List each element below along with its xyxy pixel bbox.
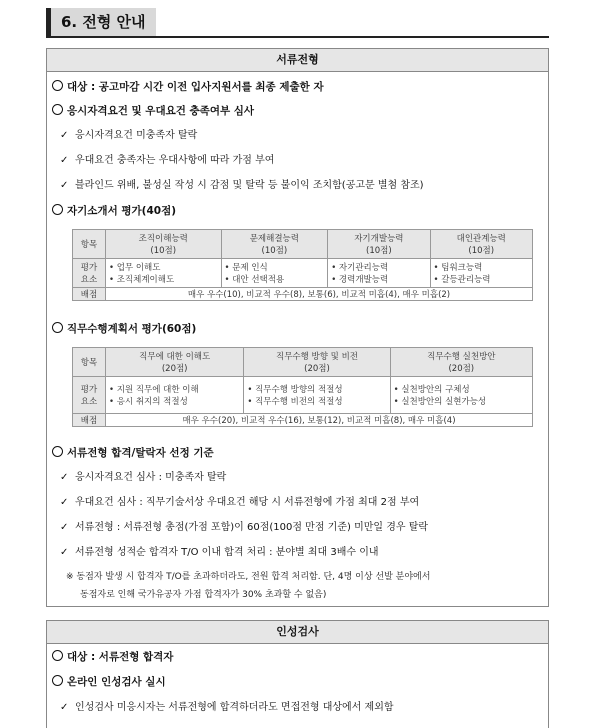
table-col-header: 직무수행 방향 및 비전 (20점) xyxy=(244,348,390,377)
plan-title: 직무수행계획서 평가(60점) xyxy=(52,321,196,336)
check-icon: ✓ xyxy=(60,522,69,533)
table-score-label: 배점 xyxy=(73,288,106,301)
table-cell: • 실천방안의 구체성 • 실천방안의 실현가능성 xyxy=(390,377,532,414)
table-score-label: 배점 xyxy=(73,414,106,427)
table-col-header: 문제해결능력 (10점) xyxy=(221,230,328,259)
table-scoring: 매우 우수(20), 비교적 우수(16), 보통(12), 비교적 미흡(8), 매우 미흡(4) xyxy=(106,414,533,427)
aptitude-item: ✓ 인성검사 미응시자는 서류전형에 합격하더라도 면접전형 대상에서 제외함 xyxy=(60,702,394,713)
table-item-label: 항목 xyxy=(73,348,106,377)
table-col-header: 조직이해능력 (10점) xyxy=(106,230,222,259)
qual-item: ✓ 응시자격요건 미충족자 탈락 xyxy=(60,130,198,141)
check-icon: ✓ xyxy=(60,472,69,483)
pass-item: ✓ 서류전형 : 서류전형 총점(가점 포함)이 60점(100점 만점 기준) 미만일 경우 탈락 xyxy=(60,522,429,533)
table-cell: • 팀워크능력 • 갈등관리능력 xyxy=(430,259,532,288)
table-cell: • 지원 직무에 대한 이해 • 응시 취지의 적절성 xyxy=(106,377,244,414)
aptitude-header: 인성검사 xyxy=(47,621,548,644)
table-col-header: 대인관계능력 (10점) xyxy=(430,230,532,259)
circle-bullet-icon xyxy=(52,446,63,457)
aptitude-target: 대상 : 서류전형 합격자 xyxy=(52,649,173,664)
check-icon: ✓ xyxy=(60,180,69,191)
intro-title: 자기소개서 평가(40점) xyxy=(52,203,176,218)
pass-item: ✓ 응시자격요건 심사 : 미충족자 탈락 xyxy=(60,472,227,483)
table-area-label: 평가 요소 xyxy=(73,259,106,288)
pass-title: 서류전형 합격/탈락자 선정 기준 xyxy=(52,445,214,460)
table-col-header: 직무수행 실천방안 (20점) xyxy=(390,348,532,377)
circle-bullet-icon xyxy=(52,650,63,661)
section-divider xyxy=(46,36,549,38)
check-icon: ✓ xyxy=(60,155,69,166)
circle-bullet-icon xyxy=(52,80,63,91)
check-icon: ✓ xyxy=(60,130,69,141)
check-icon: ✓ xyxy=(60,547,69,558)
section-title: 6. 전형 안내 xyxy=(46,8,156,36)
circle-bullet-icon xyxy=(52,104,63,115)
table-col-header: 직무에 대한 이해도 (20점) xyxy=(106,348,244,377)
intro-eval-table xyxy=(72,229,533,301)
plan-eval-table xyxy=(72,347,533,427)
table-scoring: 매우 우수(10), 비교적 우수(8), 보통(6), 비교적 미흡(4), 매우 미흡(2) xyxy=(106,288,533,301)
circle-bullet-icon xyxy=(52,204,63,215)
qual-title: 응시자격요건 및 우대요건 충족여부 심사 xyxy=(52,103,254,118)
table-area-label: 평가 요소 xyxy=(73,377,106,414)
circle-bullet-icon xyxy=(52,322,63,333)
tie-note-line-2: 동점자로 인해 국가유공자 가점 합격자가 30% 초과할 수 없음) xyxy=(80,590,327,600)
check-icon: ✓ xyxy=(60,497,69,508)
doc-target: 대상 : 공고마감 시간 이전 입사지원서를 최종 제출한 자 xyxy=(52,79,324,94)
check-icon: ✓ xyxy=(60,702,69,713)
pass-item: ✓ 우대요건 심사 : 직무기술서상 우대요건 해당 시 서류전형에 가점 최대 2점 부여 xyxy=(60,497,420,508)
table-cell: • 직무수행 방향의 적절성 • 직무수행 비전의 적절성 xyxy=(244,377,390,414)
aptitude-online-title: 온라인 인성검사 실시 xyxy=(52,674,166,689)
table-col-header: 자기개발능력 (10점) xyxy=(328,230,430,259)
table-item-label: 항목 xyxy=(73,230,106,259)
document-screening-header: 서류전형 xyxy=(47,49,548,72)
tie-note-line-1: ※ 동점자 발생 시 합격자 T/O를 초과하더라도, 전원 합격 처리함. 단, 4명 이상 선발 분야에서 xyxy=(66,572,431,582)
table-cell: • 자기관리능력 • 경력개발능력 xyxy=(328,259,430,288)
circle-bullet-icon xyxy=(52,675,63,686)
table-cell: • 업무 이해도 • 조직체계이해도 xyxy=(106,259,222,288)
pass-item: ✓ 서류전형 성적순 합격자 T/O 이내 합격 처리 : 분야별 최대 3배수 이내 xyxy=(60,547,379,558)
table-cell: • 문제 인식 • 대안 선택적용 xyxy=(221,259,328,288)
qual-item: ✓ 우대요건 충족자는 우대사항에 따라 가점 부여 xyxy=(60,155,275,166)
qual-item: ✓ 블라인드 위배, 불성실 작성 시 감점 및 탈락 등 불이익 조치함(공고문 별첨 참조) xyxy=(60,180,424,191)
